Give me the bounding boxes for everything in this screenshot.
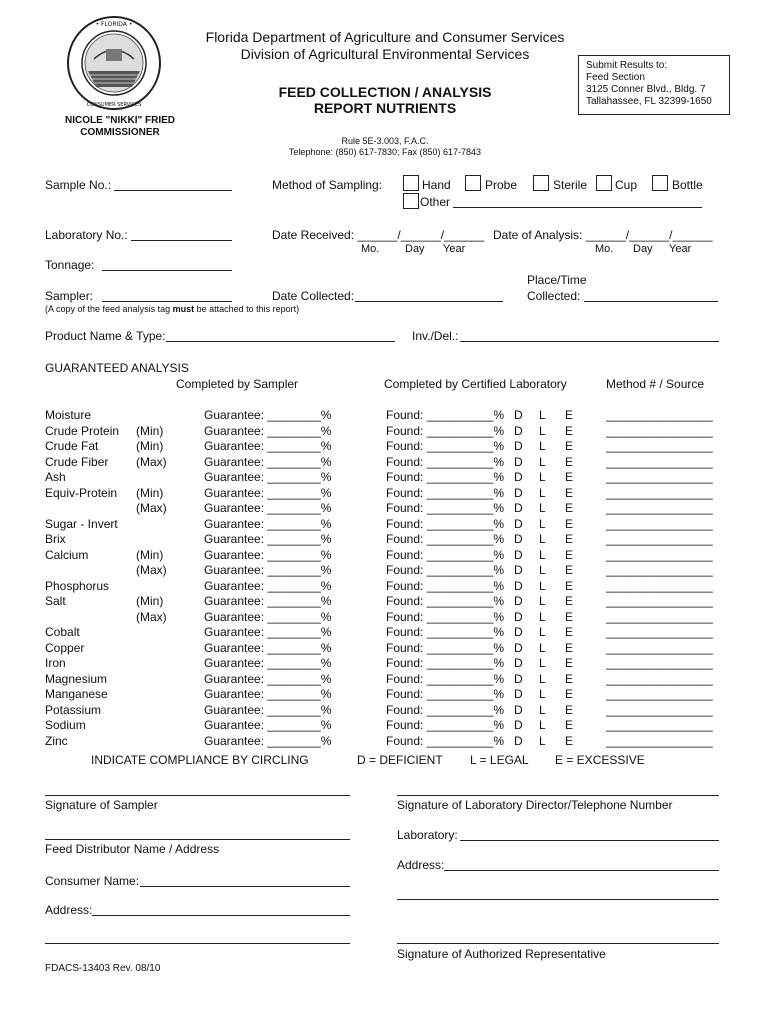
nutrient-name: Sugar - Invert [45, 516, 118, 531]
analysis-row [0, 594, 770, 609]
copy-note-pre: (A copy of the feed analysis tag [45, 304, 173, 314]
method-source-field[interactable]: ________________ [606, 423, 713, 438]
compliance-l[interactable]: L [539, 439, 546, 453]
place-time-label: Place/Time [527, 273, 587, 287]
analysis-mo-label: Mo. [595, 243, 614, 255]
nutrient-name: Moisture [45, 408, 92, 422]
place-time-field[interactable] [584, 301, 718, 302]
guarantee-field[interactable]: Guarantee: ________% [204, 501, 332, 515]
analysis-row [0, 517, 770, 532]
guarantee-field[interactable]: Guarantee: ________% [204, 733, 332, 748]
method-source-field[interactable]: ________________ [606, 547, 713, 562]
compliance-d[interactable]: D [514, 594, 523, 608]
found-field[interactable]: Found: __________% [386, 547, 505, 562]
authorized-signature-field[interactable] [397, 943, 719, 944]
received-year-label: Year [443, 243, 466, 255]
other-field[interactable] [453, 207, 702, 208]
compliance-e[interactable]: E [565, 702, 574, 717]
analysis-row [0, 532, 770, 547]
probe-label: Probe [485, 178, 518, 192]
found-field[interactable]: Found: __________% [386, 687, 505, 701]
compliance-e[interactable]: E [565, 485, 574, 500]
signature-of-sampler: Signature of Sampler [45, 798, 158, 812]
compliance-d[interactable]: D [514, 501, 523, 515]
nutrient-name: Manganese [45, 687, 108, 701]
nutrient-qualifier: (Max) [136, 563, 167, 577]
date-received[interactable]: Date Received: ______/______/______ [272, 228, 485, 242]
signature-authorized-rep: Signature of Authorized Representative [397, 947, 606, 961]
sterile-label: Sterile [553, 178, 588, 192]
form-title-2: REPORT NUTRIENTS [313, 100, 457, 116]
nutrient-qualifier: (Min) [136, 439, 164, 453]
compliance-e[interactable]: E [565, 609, 574, 624]
found-field[interactable]: Found: __________% [386, 408, 505, 422]
compliance-e[interactable]: E [565, 671, 574, 686]
compliance-l[interactable]: L [539, 625, 546, 639]
method-source-field[interactable]: ________________ [606, 485, 713, 500]
commissioner-title: COMMISSIONER [80, 127, 160, 138]
compliance-l[interactable]: L [539, 687, 546, 701]
compliance-l[interactable]: L [539, 470, 546, 484]
compliance-d[interactable]: D [514, 671, 523, 686]
sampler-label: Sampler: [45, 289, 94, 303]
found-field[interactable]: Found: __________% [386, 423, 505, 438]
analysis-row [0, 439, 770, 454]
collected-label: Collected: [527, 289, 581, 303]
analysis-row [0, 734, 770, 749]
compliance-d[interactable]: D [514, 439, 523, 453]
submit-results-box [578, 55, 730, 115]
guarantee-field[interactable]: Guarantee: ________% [204, 470, 332, 484]
analysis-row [0, 625, 770, 640]
guarantee-field[interactable]: Guarantee: ________% [204, 702, 332, 717]
hand-checkbox[interactable] [403, 175, 419, 191]
date-collected-label: Date Collected: [272, 289, 355, 303]
submit-line-4: Tallahassee, FL 32399-1650 [586, 96, 712, 107]
found-field[interactable]: Found: __________% [386, 640, 505, 655]
compliance-instruction: INDICATE COMPLIANCE BY CIRCLING [91, 753, 309, 767]
compliance-d[interactable]: D [514, 485, 523, 500]
compliance-e[interactable]: E [565, 578, 574, 593]
department-seal [66, 15, 162, 111]
tonnage-field[interactable] [102, 270, 232, 271]
found-field[interactable]: Found: __________% [386, 733, 505, 748]
submit-line-3: 3125 Conner Blvd., Bldg. 7 [586, 84, 706, 95]
inv-del-label: Inv./Del.: [412, 329, 459, 343]
guarantee-field[interactable]: Guarantee: ________% [204, 718, 332, 732]
analysis-row [0, 563, 770, 578]
method-source-field[interactable]: ________________ [606, 408, 713, 422]
legend-deficient: D = DEFICIENT [357, 753, 443, 767]
lab-address-label: Address: [397, 858, 445, 872]
nutrient-name: Cobalt [45, 625, 80, 639]
compliance-d[interactable]: D [514, 423, 523, 438]
commissioner-name: NICOLE "NIKKI" FRIED [64, 115, 176, 126]
found-field[interactable]: Found: __________% [386, 656, 505, 670]
laboratory-no-label: Laboratory No.: [45, 228, 128, 242]
guarantee-field[interactable]: Guarantee: ________% [204, 439, 332, 453]
legend-legal: L = LEGAL [470, 753, 529, 767]
guarantee-field[interactable]: Guarantee: ________% [204, 547, 332, 562]
division-name: Division of Agricultural Environmental Services [240, 46, 530, 62]
guarantee-field[interactable]: Guarantee: ________% [204, 516, 332, 531]
compliance-l[interactable]: L [539, 408, 546, 422]
form-title-1: FEED COLLECTION / ANALYSIS [278, 84, 492, 100]
guaranteed-analysis-heading: GUARANTEED ANALYSIS [45, 361, 189, 375]
compliance-e[interactable]: E [565, 408, 574, 422]
nutrient-qualifier: (Min) [136, 594, 164, 608]
compliance-l[interactable]: L [539, 594, 546, 608]
found-field[interactable]: Found: __________% [386, 578, 505, 593]
compliance-e[interactable]: E [565, 454, 574, 469]
compliance-d[interactable]: D [514, 640, 523, 655]
nutrient-name: Ash [45, 470, 66, 484]
compliance-l[interactable]: L [539, 578, 546, 593]
feed-distributor-label: Feed Distributor Name / Address [45, 842, 220, 856]
method-source-field[interactable]: ________________ [606, 718, 713, 732]
form-number: FDACS-13403 Rev. 08/10 [45, 963, 161, 974]
compliance-d[interactable]: D [514, 532, 523, 546]
found-field[interactable]: Found: __________% [386, 671, 505, 686]
guarantee-field[interactable]: Guarantee: ________% [204, 578, 332, 593]
guarantee-field[interactable]: Guarantee: ________% [204, 454, 332, 469]
method-source-field[interactable]: ________________ [606, 532, 713, 546]
nutrient-qualifier: (Min) [136, 485, 164, 500]
found-field[interactable]: Found: __________% [386, 563, 505, 577]
nutrient-name: Phosphorus [45, 578, 110, 593]
nutrient-name: Brix [45, 532, 66, 546]
svg-text:CONSUMER SERVICES: CONSUMER SERVICES [86, 102, 142, 108]
compliance-l[interactable]: L [539, 501, 546, 515]
lab-director-signature-field[interactable] [397, 795, 719, 796]
sampler-signature-field[interactable] [45, 795, 350, 796]
product-name-label: Product Name & Type: [45, 329, 166, 343]
rule-reference: Rule 5E-3.003, F.A.C. [341, 136, 429, 146]
nutrient-name: Magnesium [45, 671, 108, 686]
compliance-d[interactable]: D [514, 578, 523, 593]
method-source-field[interactable]: ________________ [606, 656, 713, 670]
consumer-address-label: Address: [45, 903, 93, 917]
date-of-analysis[interactable]: Date of Analysis: ______/______/______ [493, 228, 713, 242]
laboratory-field[interactable] [460, 840, 719, 841]
guarantee-field[interactable]: Guarantee: ________% [204, 656, 332, 670]
guarantee-field[interactable]: Guarantee: ________% [204, 594, 332, 608]
compliance-d[interactable]: D [514, 656, 523, 670]
found-field[interactable]: Found: __________% [386, 625, 505, 639]
method-source-field[interactable]: ________________ [606, 733, 713, 748]
compliance-e[interactable]: E [565, 563, 574, 577]
compliance-l[interactable]: L [539, 702, 546, 717]
nutrient-name: Potassium [45, 702, 102, 717]
analysis-row [0, 610, 770, 625]
method-source-field[interactable]: ________________ [606, 578, 713, 593]
analysis-row [0, 470, 770, 485]
guarantee-field[interactable]: Guarantee: ________% [204, 640, 332, 655]
nutrient-name: Salt [45, 594, 66, 608]
compliance-d[interactable]: D [514, 733, 523, 748]
cup-checkbox[interactable] [596, 175, 612, 191]
completed-by-lab: Completed by Certified Laboratory [384, 377, 567, 391]
compliance-e[interactable]: E [565, 625, 574, 639]
nutrient-qualifier: (Max) [136, 609, 167, 624]
guarantee-field[interactable]: Guarantee: ________% [204, 485, 332, 500]
received-day-label: Day [405, 243, 425, 255]
distributor-field[interactable] [45, 839, 350, 840]
found-field[interactable]: Found: __________% [386, 532, 505, 546]
analysis-row [0, 408, 770, 423]
consumer-address-field-2[interactable] [45, 943, 350, 944]
analysis-row [0, 718, 770, 733]
copy-note-bold: must [172, 304, 195, 314]
method-source-field[interactable]: ________________ [606, 687, 713, 701]
nutrient-name: Crude Fiber [45, 454, 109, 469]
product-name-field[interactable] [166, 341, 395, 342]
guarantee-field[interactable]: Guarantee: ________% [204, 423, 332, 438]
compliance-l[interactable]: L [539, 516, 546, 531]
sample-no-field[interactable] [114, 190, 232, 191]
received-mo-label: Mo. [361, 243, 380, 255]
compliance-l[interactable]: L [539, 718, 546, 732]
legend-excessive: E = EXCESSIVE [555, 753, 645, 767]
guarantee-field[interactable]: Guarantee: ________% [204, 563, 332, 577]
consumer-name-label: Consumer Name: [45, 874, 140, 888]
submit-line-1: Submit Results to: [586, 60, 668, 71]
compliance-d[interactable]: D [514, 718, 523, 732]
compliance-l[interactable]: L [539, 733, 546, 748]
analysis-row [0, 455, 770, 470]
analysis-row [0, 579, 770, 594]
guarantee-field[interactable]: Guarantee: ________% [204, 532, 332, 546]
tonnage-label: Tonnage: [45, 258, 95, 272]
compliance-d[interactable]: D [514, 563, 523, 577]
found-field[interactable]: Found: __________% [386, 594, 505, 608]
method-source-field[interactable]: ________________ [606, 516, 713, 531]
method-source-field[interactable]: ________________ [606, 439, 713, 453]
nutrient-name: Crude Protein [45, 423, 120, 438]
found-field[interactable]: Found: __________% [386, 470, 505, 484]
compliance-d[interactable]: D [514, 687, 523, 701]
compliance-e[interactable]: E [565, 470, 574, 484]
other-label: Other [420, 195, 451, 209]
method-source-field[interactable]: ________________ [606, 501, 713, 515]
method-source-field[interactable]: ________________ [606, 671, 713, 686]
analysis-row [0, 687, 770, 702]
method-source-heading: Method # / Source [606, 377, 705, 391]
analysis-row [0, 703, 770, 718]
nutrient-name: Iron [45, 656, 66, 670]
nutrient-name: Crude Fat [45, 439, 99, 453]
bottle-checkbox[interactable] [652, 175, 668, 191]
compliance-e[interactable]: E [565, 594, 574, 608]
analysis-row [0, 548, 770, 563]
method-of-sampling-label: Method of Sampling: [272, 178, 383, 192]
compliance-d[interactable]: D [514, 470, 523, 484]
compliance-e[interactable]: E [565, 516, 574, 531]
sampler-field[interactable] [102, 301, 232, 302]
signature-lab-director: Signature of Laboratory Director/Telephone Number [397, 798, 673, 812]
found-field[interactable]: Found: __________% [386, 485, 505, 500]
compliance-d[interactable]: D [514, 609, 523, 624]
compliance-l[interactable]: L [539, 454, 546, 469]
compliance-l[interactable]: L [539, 547, 546, 562]
nutrient-name: Zinc [45, 733, 68, 748]
nutrient-name: Calcium [45, 547, 89, 562]
found-field[interactable]: Found: __________% [386, 516, 505, 531]
guarantee-field[interactable]: Guarantee: ________% [204, 609, 332, 624]
method-source-field[interactable]: ________________ [606, 640, 713, 655]
compliance-e[interactable]: E [565, 718, 574, 732]
svg-text:• FLORIDA •: • FLORIDA • [95, 21, 133, 28]
guarantee-field[interactable]: Guarantee: ________% [204, 671, 332, 686]
sterile-checkbox[interactable] [533, 175, 549, 191]
compliance-l[interactable]: L [539, 563, 546, 577]
other-checkbox[interactable] [403, 193, 419, 209]
nutrient-qualifier: (Max) [136, 501, 167, 515]
nutrient-qualifier: (Min) [136, 423, 164, 438]
hand-label: Hand [422, 178, 451, 192]
compliance-e[interactable]: E [565, 532, 574, 546]
laboratory-no-field[interactable] [131, 240, 232, 241]
analysis-row [0, 424, 770, 439]
analysis-row [0, 672, 770, 687]
compliance-d[interactable]: D [514, 454, 523, 469]
compliance-l[interactable]: L [539, 640, 546, 655]
found-field[interactable]: Found: __________% [386, 501, 505, 515]
date-collected-field[interactable] [355, 301, 503, 302]
copy-note [45, 304, 299, 314]
compliance-e[interactable]: E [565, 687, 574, 701]
probe-checkbox[interactable] [465, 175, 481, 191]
found-field[interactable]: Found: __________% [386, 439, 505, 453]
seal-icon [66, 15, 162, 111]
analysis-year-label: Year [669, 243, 692, 255]
lab-address-field[interactable] [444, 870, 719, 871]
consumer-address-field[interactable] [92, 915, 350, 916]
analysis-row [0, 656, 770, 671]
department-name: Florida Department of Agriculture and Consumer Services [205, 29, 565, 45]
method-source-field[interactable]: ________________ [606, 594, 713, 608]
analysis-row [0, 486, 770, 501]
compliance-l[interactable]: L [539, 423, 546, 438]
method-source-field[interactable]: ________________ [606, 563, 713, 577]
analysis-day-label: Day [633, 243, 653, 255]
compliance-e[interactable]: E [565, 547, 574, 562]
compliance-e[interactable]: E [565, 733, 574, 748]
compliance-e[interactable]: E [565, 501, 574, 515]
compliance-d[interactable]: D [514, 547, 523, 562]
analysis-row [0, 641, 770, 656]
found-field[interactable]: Found: __________% [386, 609, 505, 624]
copy-note-post: be attached to this report) [194, 304, 300, 314]
compliance-d[interactable]: D [514, 408, 523, 422]
lab-address-field-2[interactable] [397, 899, 719, 900]
compliance-l[interactable]: L [539, 485, 546, 500]
inv-del-field[interactable] [460, 341, 719, 342]
compliance-l[interactable]: L [539, 532, 546, 546]
bottle-label: Bottle [672, 178, 703, 192]
found-field[interactable]: Found: __________% [386, 702, 505, 717]
compliance-l[interactable]: L [539, 671, 546, 686]
compliance-e[interactable]: E [565, 439, 574, 453]
compliance-d[interactable]: D [514, 516, 523, 531]
consumer-name-field[interactable] [140, 886, 350, 887]
cup-label: Cup [615, 178, 638, 192]
compliance-e[interactable]: E [565, 656, 574, 670]
method-source-field[interactable]: ________________ [606, 454, 713, 469]
nutrient-name: Copper [45, 640, 85, 655]
compliance-d[interactable]: D [514, 625, 523, 639]
found-field[interactable]: Found: __________% [386, 454, 505, 469]
submit-line-2: Feed Section [586, 72, 645, 83]
laboratory-label: Laboratory: [397, 828, 458, 842]
compliance-e[interactable]: E [565, 423, 574, 438]
nutrient-qualifier: (Min) [136, 547, 164, 562]
guarantee-field[interactable]: Guarantee: ________% [204, 408, 332, 422]
compliance-l[interactable]: L [539, 656, 546, 670]
found-field[interactable]: Found: __________% [386, 718, 505, 732]
compliance-e[interactable]: E [565, 640, 574, 655]
method-source-field[interactable]: ________________ [606, 609, 713, 624]
guarantee-field[interactable]: Guarantee: ________% [204, 687, 332, 701]
compliance-d[interactable]: D [514, 702, 523, 717]
sample-no-label: Sample No.: [45, 178, 112, 192]
guarantee-field[interactable]: Guarantee: ________% [204, 625, 332, 639]
nutrient-name: Equiv-Protein [45, 485, 118, 500]
method-source-field[interactable]: ________________ [606, 702, 713, 717]
telephone-fax: Telephone: (850) 617-7830; Fax (850) 617-7843 [288, 147, 482, 157]
compliance-l[interactable]: L [539, 609, 546, 624]
nutrient-name: Sodium [45, 718, 86, 732]
nutrient-qualifier: (Max) [136, 454, 167, 469]
method-source-field[interactable]: ________________ [606, 470, 713, 484]
method-source-field[interactable]: ________________ [606, 625, 713, 639]
analysis-row [0, 501, 770, 516]
completed-by-sampler: Completed by Sampler [176, 377, 299, 391]
